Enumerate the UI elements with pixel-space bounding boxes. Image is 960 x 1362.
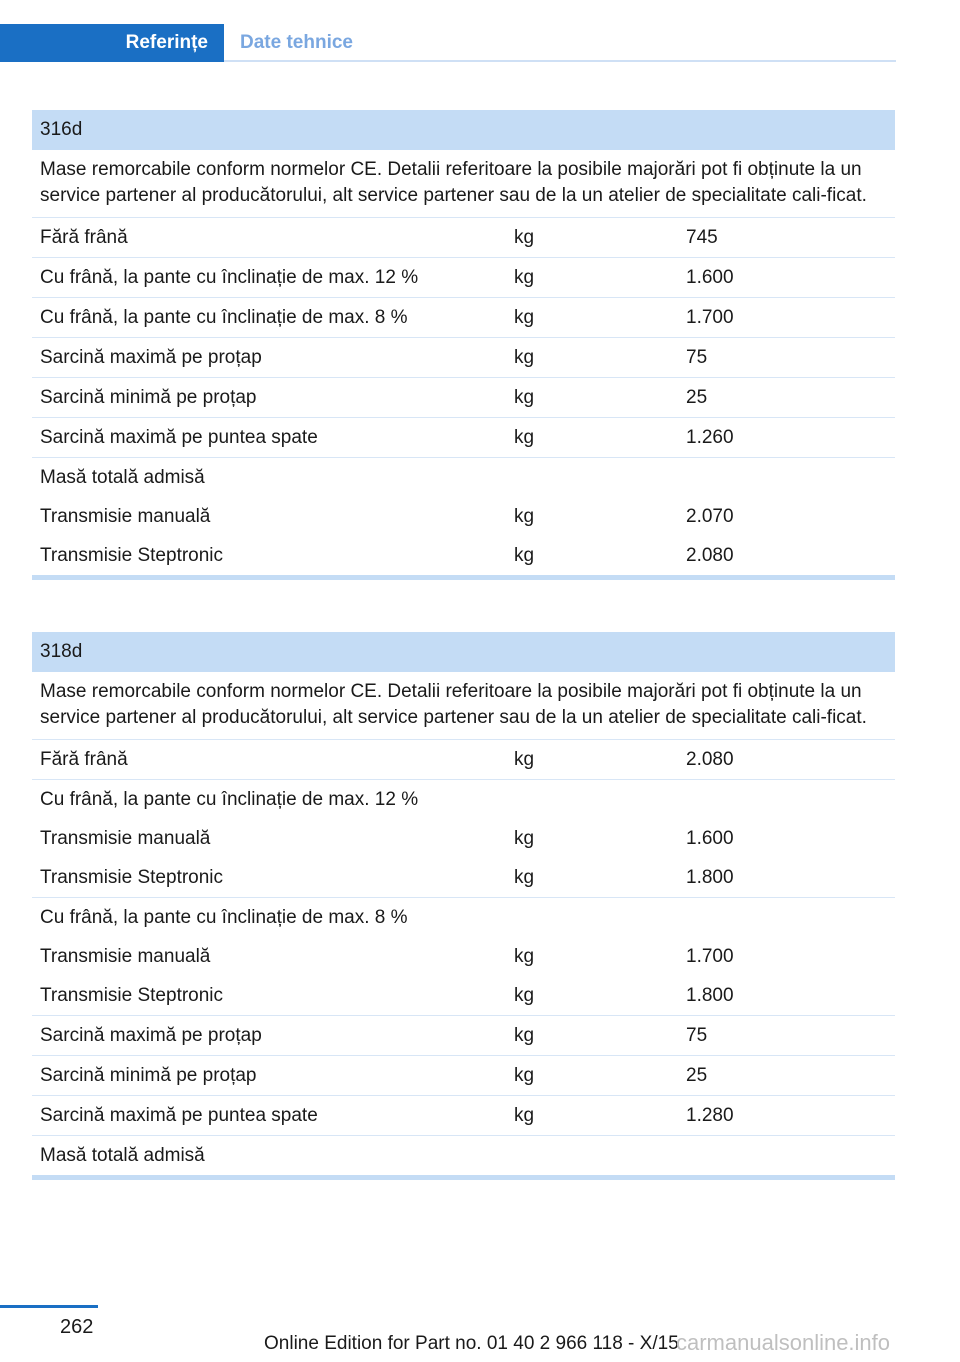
table-row: [32, 1056, 895, 1096]
row-label: Transmisie manuală: [40, 827, 211, 849]
row-label: Transmisie manuală: [40, 505, 211, 527]
row-unit: kg: [514, 748, 535, 770]
row-unit: kg: [514, 1024, 535, 1046]
row-unit: kg: [514, 266, 535, 288]
tab-referinte[interactable]: Referințe: [0, 24, 224, 62]
row-value: 2.070: [686, 505, 734, 527]
model-title: 316d: [40, 119, 83, 140]
table-row: [32, 780, 895, 819]
row-value: 1.700: [686, 945, 734, 967]
spec-table-316d: [32, 110, 895, 580]
page-number: 262: [60, 1316, 94, 1338]
table-row: [32, 976, 895, 1016]
row-label: Masă totală admisă: [40, 466, 205, 488]
row-label: Fără frână: [40, 226, 128, 248]
table-row: [32, 1096, 895, 1136]
row-value: 75: [686, 346, 708, 368]
table-end-bar: [32, 1175, 895, 1180]
row-unit: kg: [514, 1064, 535, 1086]
table-rows: [32, 218, 895, 575]
table-row: [32, 218, 895, 258]
tab-date-tehnice[interactable]: Date tehnice: [240, 32, 353, 53]
row-label: Masă totală admisă: [40, 1144, 205, 1166]
table-description: Mase remorcabile conform normelor CE. Detalii referitoare la posibile majorări pot fi obținute la un service partener al producătorului, alt service partener sau de la un atelier de specialitate cali-ficat.: [32, 150, 895, 218]
table-row: [32, 418, 895, 458]
row-value: 745: [686, 226, 718, 248]
row-unit: kg: [514, 544, 535, 566]
footer-accent-line: [0, 1305, 98, 1308]
row-label: Sarcină maximă pe proțap: [40, 1024, 262, 1046]
row-label: Transmisie Steptronic: [40, 544, 224, 566]
row-value: 1.600: [686, 827, 734, 849]
table-row: [32, 536, 895, 575]
row-unit: kg: [514, 346, 535, 368]
table-row: [32, 458, 895, 497]
row-unit: kg: [514, 505, 535, 527]
row-unit: kg: [514, 984, 535, 1006]
watermark: carmanualsonline.info: [676, 1330, 891, 1355]
row-unit: kg: [514, 306, 535, 328]
row-value: 25: [686, 386, 708, 408]
table-row: [32, 338, 895, 378]
row-unit: kg: [514, 866, 535, 888]
table-row: [32, 858, 895, 898]
row-value: 1.260: [686, 426, 734, 448]
row-label: Sarcină maximă pe puntea spate: [40, 426, 318, 448]
row-value: 1.700: [686, 306, 734, 328]
row-value: 1.280: [686, 1104, 734, 1126]
row-unit: kg: [514, 386, 535, 408]
row-unit: kg: [514, 945, 535, 967]
row-label: Cu frână, la pante cu înclinație de max. 12 %: [40, 788, 419, 810]
row-unit: kg: [514, 226, 535, 248]
row-unit: kg: [514, 827, 535, 849]
row-value: 1.800: [686, 866, 734, 888]
table-description: Mase remorcabile conform normelor CE. Detalii referitoare la posibile majorări pot fi obținute la un service partener al producătorului, alt service partener sau de la un atelier de specialitate cali-ficat.: [32, 672, 895, 740]
row-label: Transmisie manuală: [40, 945, 211, 967]
row-value: 1.600: [686, 266, 734, 288]
table-end-bar: [32, 575, 895, 580]
table-row: [32, 378, 895, 418]
table-row: [32, 1136, 895, 1175]
table-row: [32, 740, 895, 780]
row-unit: kg: [514, 1104, 535, 1126]
table-row: [32, 819, 895, 858]
row-label: Sarcină minimă pe proțap: [40, 1064, 257, 1086]
table-header: [32, 110, 895, 150]
row-value: 25: [686, 1064, 708, 1086]
row-unit: kg: [514, 426, 535, 448]
spec-table-318d: [32, 632, 895, 1180]
row-label: Sarcină maximă pe proțap: [40, 346, 262, 368]
row-value: 2.080: [686, 544, 734, 566]
row-label: Cu frână, la pante cu înclinație de max. 8 %: [40, 906, 408, 928]
table-row: [32, 898, 895, 937]
model-title: 318d: [40, 641, 83, 662]
row-label: Transmisie Steptronic: [40, 866, 224, 888]
header-tabs: [0, 24, 896, 62]
table-row: [32, 298, 895, 338]
table-row: [32, 258, 895, 298]
row-value: 1.800: [686, 984, 734, 1006]
row-label: Cu frână, la pante cu înclinație de max. 12 %: [40, 266, 419, 288]
row-value: 2.080: [686, 748, 734, 770]
row-label: Sarcină maximă pe puntea spate: [40, 1104, 318, 1126]
row-label: Fără frână: [40, 748, 128, 770]
tab-underline: [224, 60, 896, 62]
table-rows: [32, 740, 895, 1175]
row-value: 75: [686, 1024, 708, 1046]
table-row: [32, 497, 895, 536]
row-label: Transmisie Steptronic: [40, 984, 224, 1006]
row-label: Sarcină minimă pe proțap: [40, 386, 257, 408]
table-header: [32, 632, 895, 672]
edition-note: Online Edition for Part no. 01 40 2 966 118 - X/15: [264, 1333, 679, 1354]
table-row: [32, 1016, 895, 1056]
table-row: [32, 937, 895, 976]
row-label: Cu frână, la pante cu înclinație de max. 8 %: [40, 306, 408, 328]
